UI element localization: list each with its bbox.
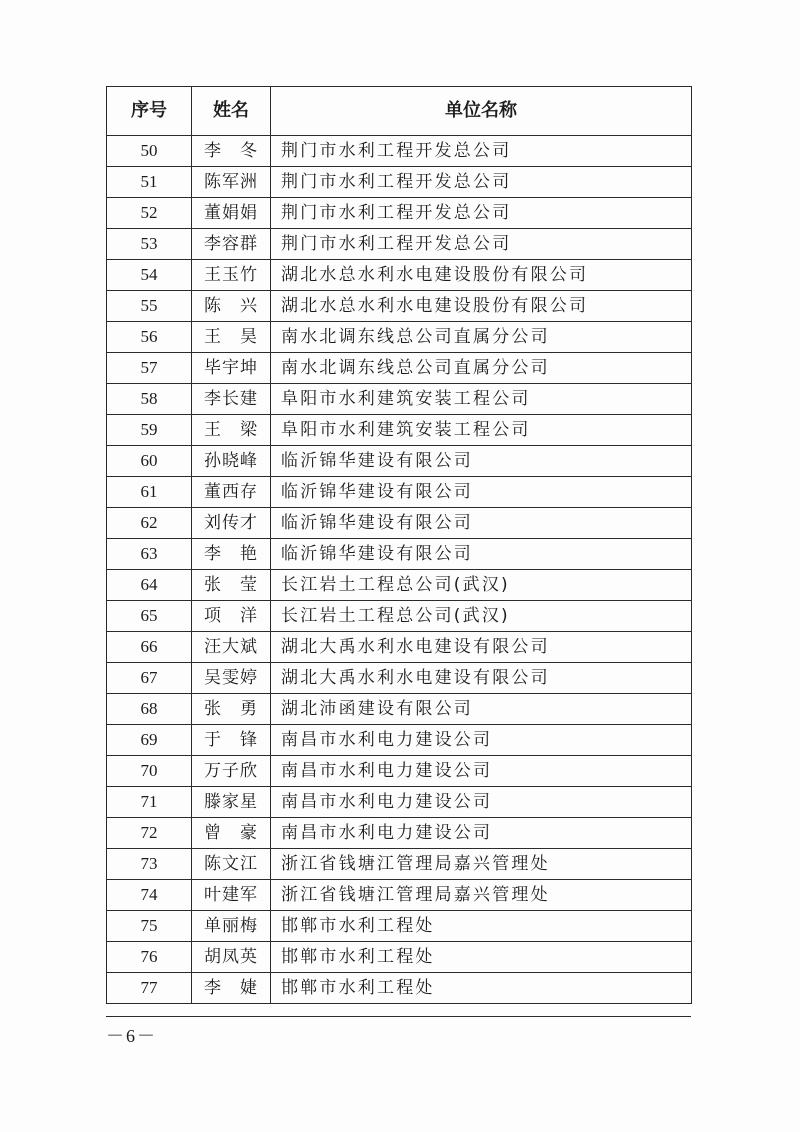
- unit-name-cell: 长江岩土工程总公司(武汉): [271, 570, 692, 601]
- table-row: [107, 260, 692, 291]
- header-unit-name: 单位名称: [271, 87, 692, 136]
- table-row: [107, 415, 692, 446]
- unit-name-cell: 邯郸市水利工程处: [271, 942, 692, 973]
- unit-name-cell: 湖北沛函建设有限公司: [271, 694, 692, 725]
- personnel-table: [106, 86, 692, 1004]
- serial-number-cell: 66: [107, 632, 192, 663]
- page-number: －6－: [106, 1026, 157, 1046]
- table-row: [107, 756, 692, 787]
- serial-number-cell: 76: [107, 942, 192, 973]
- table-row: [107, 942, 692, 973]
- name-cell: 王 梁: [192, 415, 271, 446]
- table-row: [107, 291, 692, 322]
- name-cell: 李容群: [192, 229, 271, 260]
- name-cell: 吴雯婷: [192, 663, 271, 694]
- serial-number-cell: 58: [107, 384, 192, 415]
- unit-name-cell: 临沂锦华建设有限公司: [271, 539, 692, 570]
- table-row: [107, 725, 692, 756]
- name-cell: 陈 兴: [192, 291, 271, 322]
- name-cell: 张 莹: [192, 570, 271, 601]
- serial-number-cell: 70: [107, 756, 192, 787]
- table-row: [107, 911, 692, 942]
- unit-name-cell: 浙江省钱塘江管理局嘉兴管理处: [271, 849, 692, 880]
- serial-number-cell: 73: [107, 849, 192, 880]
- unit-name-cell: 荆门市水利工程开发总公司: [271, 167, 692, 198]
- unit-name-cell: 南昌市水利电力建设公司: [271, 787, 692, 818]
- name-cell: 孙晓峰: [192, 446, 271, 477]
- serial-number-cell: 51: [107, 167, 192, 198]
- serial-number-cell: 52: [107, 198, 192, 229]
- serial-number-cell: 71: [107, 787, 192, 818]
- name-cell: 董西存: [192, 477, 271, 508]
- serial-number-cell: 56: [107, 322, 192, 353]
- table-header-row: [107, 87, 692, 136]
- name-cell: 滕家星: [192, 787, 271, 818]
- serial-number-cell: 55: [107, 291, 192, 322]
- name-cell: 刘传才: [192, 508, 271, 539]
- serial-number-cell: 62: [107, 508, 192, 539]
- unit-name-cell: 阜阳市水利建筑安装工程公司: [271, 415, 692, 446]
- name-cell: 项 洋: [192, 601, 271, 632]
- unit-name-cell: 南昌市水利电力建设公司: [271, 756, 692, 787]
- unit-name-cell: 荆门市水利工程开发总公司: [271, 198, 692, 229]
- serial-number-cell: 54: [107, 260, 192, 291]
- unit-name-cell: 南水北调东线总公司直属分公司: [271, 353, 692, 384]
- serial-number-cell: 63: [107, 539, 192, 570]
- name-cell: 胡凤英: [192, 942, 271, 973]
- table-body: [107, 136, 692, 1004]
- name-cell: 张 勇: [192, 694, 271, 725]
- name-cell: 单丽梅: [192, 911, 271, 942]
- serial-number-cell: 75: [107, 911, 192, 942]
- unit-name-cell: 浙江省钱塘江管理局嘉兴管理处: [271, 880, 692, 911]
- unit-name-cell: 南昌市水利电力建设公司: [271, 725, 692, 756]
- table-row: [107, 880, 692, 911]
- table-row: [107, 601, 692, 632]
- footer-divider: [106, 1016, 691, 1017]
- serial-number-cell: 57: [107, 353, 192, 384]
- table-row: [107, 477, 692, 508]
- unit-name-cell: 荆门市水利工程开发总公司: [271, 136, 692, 167]
- serial-number-cell: 50: [107, 136, 192, 167]
- table-row: [107, 353, 692, 384]
- name-cell: 董娟娟: [192, 198, 271, 229]
- table-row: [107, 167, 692, 198]
- header-serial-number: 序号: [107, 87, 192, 136]
- name-cell: 李长建: [192, 384, 271, 415]
- table-row: [107, 818, 692, 849]
- unit-name-cell: 湖北大禹水利水电建设有限公司: [271, 663, 692, 694]
- table-row: [107, 849, 692, 880]
- name-cell: 李 婕: [192, 973, 271, 1004]
- table-row: [107, 663, 692, 694]
- name-cell: 于 锋: [192, 725, 271, 756]
- table-row: [107, 198, 692, 229]
- table-row: [107, 322, 692, 353]
- unit-name-cell: 临沂锦华建设有限公司: [271, 477, 692, 508]
- table-row: [107, 973, 692, 1004]
- table-row: [107, 229, 692, 260]
- name-cell: 毕宇坤: [192, 353, 271, 384]
- table-row: [107, 539, 692, 570]
- unit-name-cell: 湖北水总水利水电建设股份有限公司: [271, 260, 692, 291]
- table-row: [107, 446, 692, 477]
- serial-number-cell: 60: [107, 446, 192, 477]
- unit-name-cell: 湖北大禹水利水电建设有限公司: [271, 632, 692, 663]
- name-cell: 曾 豪: [192, 818, 271, 849]
- name-cell: 汪大斌: [192, 632, 271, 663]
- name-cell: 李 艳: [192, 539, 271, 570]
- name-cell: 万子欣: [192, 756, 271, 787]
- serial-number-cell: 59: [107, 415, 192, 446]
- table-row: [107, 508, 692, 539]
- unit-name-cell: 邯郸市水利工程处: [271, 911, 692, 942]
- table-row: [107, 570, 692, 601]
- serial-number-cell: 61: [107, 477, 192, 508]
- unit-name-cell: 南昌市水利电力建设公司: [271, 818, 692, 849]
- name-cell: 王玉竹: [192, 260, 271, 291]
- table-row: [107, 694, 692, 725]
- name-cell: 李 冬: [192, 136, 271, 167]
- name-cell: 陈军洲: [192, 167, 271, 198]
- table-row: [107, 632, 692, 663]
- serial-number-cell: 77: [107, 973, 192, 1004]
- name-cell: 陈文江: [192, 849, 271, 880]
- unit-name-cell: 邯郸市水利工程处: [271, 973, 692, 1004]
- name-cell: 王 昊: [192, 322, 271, 353]
- unit-name-cell: 临沂锦华建设有限公司: [271, 508, 692, 539]
- serial-number-cell: 64: [107, 570, 192, 601]
- table-row: [107, 136, 692, 167]
- name-cell: 叶建军: [192, 880, 271, 911]
- serial-number-cell: 68: [107, 694, 192, 725]
- unit-name-cell: 临沂锦华建设有限公司: [271, 446, 692, 477]
- serial-number-cell: 65: [107, 601, 192, 632]
- table-row: [107, 384, 692, 415]
- serial-number-cell: 67: [107, 663, 192, 694]
- unit-name-cell: 湖北水总水利水电建设股份有限公司: [271, 291, 692, 322]
- serial-number-cell: 53: [107, 229, 192, 260]
- table-row: [107, 787, 692, 818]
- unit-name-cell: 阜阳市水利建筑安装工程公司: [271, 384, 692, 415]
- unit-name-cell: 荆门市水利工程开发总公司: [271, 229, 692, 260]
- unit-name-cell: 南水北调东线总公司直属分公司: [271, 322, 692, 353]
- serial-number-cell: 74: [107, 880, 192, 911]
- unit-name-cell: 长江岩土工程总公司(武汉): [271, 601, 692, 632]
- serial-number-cell: 72: [107, 818, 192, 849]
- header-name: 姓名: [192, 87, 271, 136]
- serial-number-cell: 69: [107, 725, 192, 756]
